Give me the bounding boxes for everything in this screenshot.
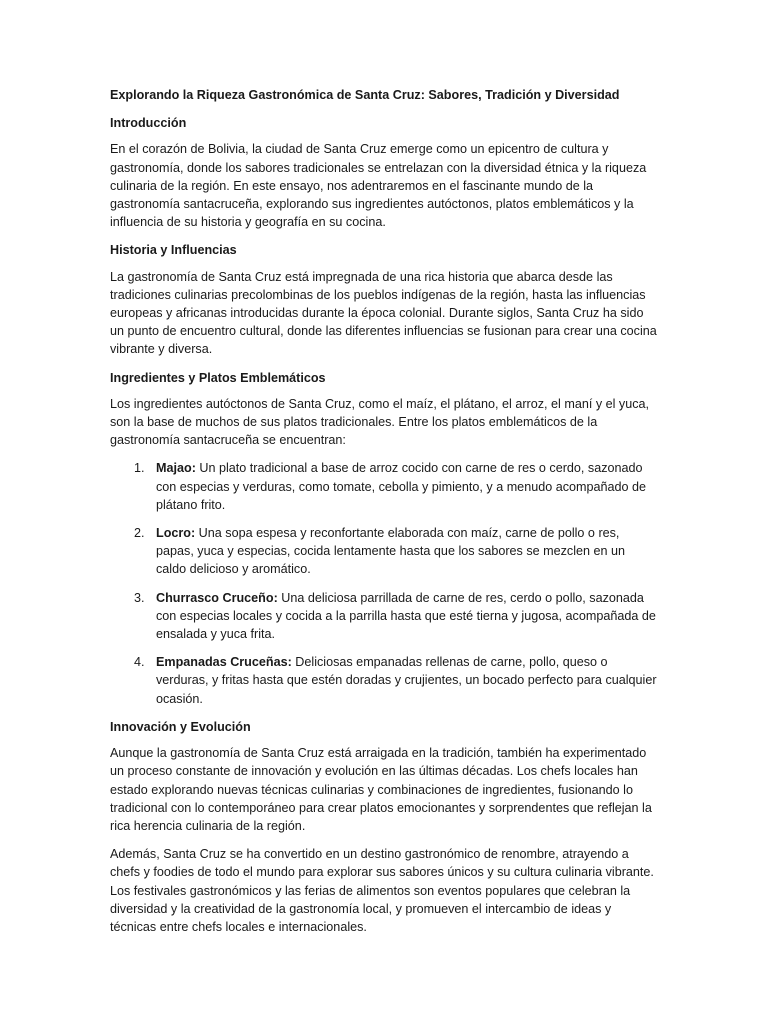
- heading-ingredientes: Ingredientes y Platos Emblemáticos: [110, 370, 326, 385]
- list-item: [110, 459, 658, 514]
- dish-description: Deliciosas empanadas rellenas de carne, pollo, queso o verduras, y fritas hasta que estén doradas y crujientes, un bocado perfecto para cualquier ocasión.: [156, 655, 657, 706]
- list-item: [110, 653, 658, 708]
- list-number: 2.: [134, 526, 145, 541]
- innovation-paragraph-1: Aunque la gastronomía de Santa Cruz está arraigada en la tradición, también ha experimentado un proceso constante de innovación y evolución en las últimas décadas. Los chefs locales han estado explorando nuevas técnicas culinarias y combinaciones de ingredientes, fusionando lo tradicional con lo contemporáneo para crear platos emocionantes y sorprendentes que reflejan la rica herencia culinaria de la región.: [110, 746, 652, 833]
- heading-innovacion: Innovación y Evolución: [110, 719, 251, 734]
- dish-name: Locro:: [156, 526, 196, 541]
- intro-paragraph: En el corazón de Bolivia, la ciudad de Santa Cruz emerge como un epicentro de cultura y gastronomía, donde los sabores tradicionales se entrelazan con la diversidad étnica y la riqueza culinaria de la región. En este ensayo, nos adentraremos en el fascinante mundo de la gastronomía santacruceña, explorando sus ingredientes autóctonos, platos emblemáticos y la influencia de su historia y geografía en su cocina.: [110, 142, 647, 230]
- list-number: 1.: [134, 461, 145, 476]
- dish-name: Majao:: [156, 461, 196, 476]
- dish-name: Empanadas Cruceñas:: [156, 655, 292, 670]
- history-paragraph: La gastronomía de Santa Cruz está impregnada de una rica historia que abarca desde las tradiciones culinarias precolombinas de los pueblos indígenas de la región, hasta las influencias europeas y africanas introducidas durante la época colonial. Durante siglos, Santa Cruz ha sido un punto de encuentro cultural, donde las diferentes influencias se fusionan para crear una cocina vibrante y diversa.: [110, 269, 657, 357]
- dishes-list: [110, 459, 658, 707]
- innovation-paragraph-2: Además, Santa Cruz se ha convertido en un destino gastronómico de renombre, atrayendo a chefs y foodies de todo el mundo para explorar sus sabores únicos y su cultura culinaria vibrante. Los festivales gastronómicos y las ferias de alimentos son eventos populares que celebran la diversidad y la creatividad de la gastronomía local, y promueven el intercambio de ideas y técnicas entre chefs locales e internacionales.: [110, 847, 654, 934]
- heading-historia: Historia y Influencias: [110, 243, 237, 258]
- dish-description: Un plato tradicional a base de arroz cocido con carne de res o cerdo, sazonado con especias y verduras, como tomate, cebolla y pimiento, y a menudo acompañado de plátano frito.: [156, 461, 647, 512]
- list-number: 4.: [134, 655, 145, 670]
- dish-name: Churrasco Cruceño:: [156, 590, 278, 605]
- document-page: [110, 86, 658, 946]
- dish-description: Una deliciosa parrillada de carne de res, cerdo o pollo, sazonada con especias locales y cocida a la parrilla hasta que esté tierna y jugosa, acompañada de ensalada y yuca frita.: [156, 590, 656, 642]
- list-item: [110, 589, 658, 644]
- list-number: 3.: [134, 590, 145, 605]
- dish-description: Una sopa espesa y reconfortante elaborada con maíz, carne de pollo o res, papas, yuca y especias, cocida lentamente hasta que los sabores se mezclen en un caldo delicioso y aromático.: [156, 526, 626, 577]
- heading-introduccion: Introducción: [110, 116, 187, 131]
- list-item: [110, 524, 658, 579]
- ingredients-paragraph: Los ingredientes autóctonos de Santa Cruz, como el maíz, el plátano, el arroz, el maní y el yuca, son la base de muchos de sus platos tradicionales. Entre los platos emblemáticos de la gastronomía santacruceña se encuentran:: [110, 396, 650, 448]
- document-title: Explorando la Riqueza Gastronómica de Santa Cruz: Sabores, Tradición y Diversidad: [110, 88, 620, 102]
